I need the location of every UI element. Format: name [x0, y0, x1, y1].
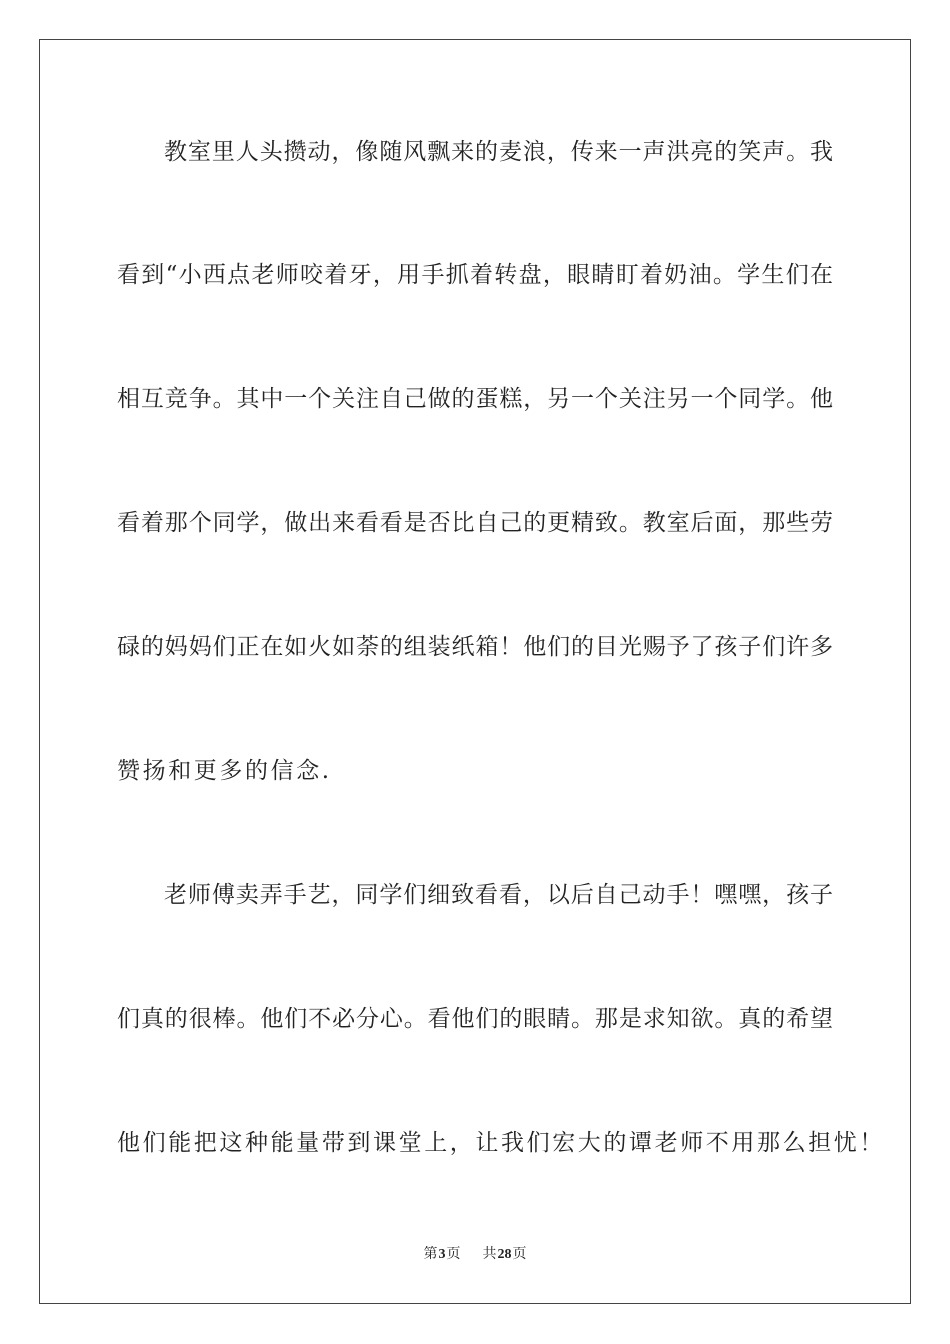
paragraph-1-line-2: 看到“小西点老师咬着牙，用手抓着转盘，眼睛盯着奶油。学生们在	[117, 262, 833, 288]
page-border	[39, 39, 911, 1304]
page-prefix: 第	[423, 1247, 438, 1262]
page-footer	[0, 1246, 950, 1264]
paragraph-1-line-6: 赞扬和更多的信念.	[117, 758, 332, 784]
paragraph-2-line-3: 他们能把这种能量带到课堂上，让我们宏大的谭老师不用那么担忧！	[117, 1130, 885, 1156]
paragraph-1-line-3: 相互竞争。其中一个关注自己做的蛋糕，另一个关注另一个同学。他	[117, 386, 833, 412]
page-suffix: 页	[446, 1247, 461, 1262]
paragraph-2-line-2: 们真的很棒。他们不必分心。看他们的眼睛。那是求知欲。真的希望	[117, 1006, 833, 1032]
total-pages: 28	[497, 1247, 512, 1262]
total-prefix: 共	[482, 1247, 497, 1262]
page-number: 3	[438, 1247, 446, 1262]
paragraph-1-line-5: 碌的妈妈们正在如火如荼的组装纸箱！他们的目光赐予了孩子们许多	[117, 634, 833, 660]
paragraph-1-line-4: 看着那个同学，做出来看看是否比自己的更精致。教室后面，那些劳	[117, 510, 833, 536]
paragraph-1-line-1: 教室里人头攒动，像随风飘来的麦浪，传来一声洪亮的笑声。我	[164, 139, 833, 165]
paragraph-2-line-1: 老师傅卖弄手艺，同学们细致看看，以后自己动手！嘿嘿，孩子	[164, 882, 833, 908]
total-suffix: 页	[512, 1247, 527, 1262]
